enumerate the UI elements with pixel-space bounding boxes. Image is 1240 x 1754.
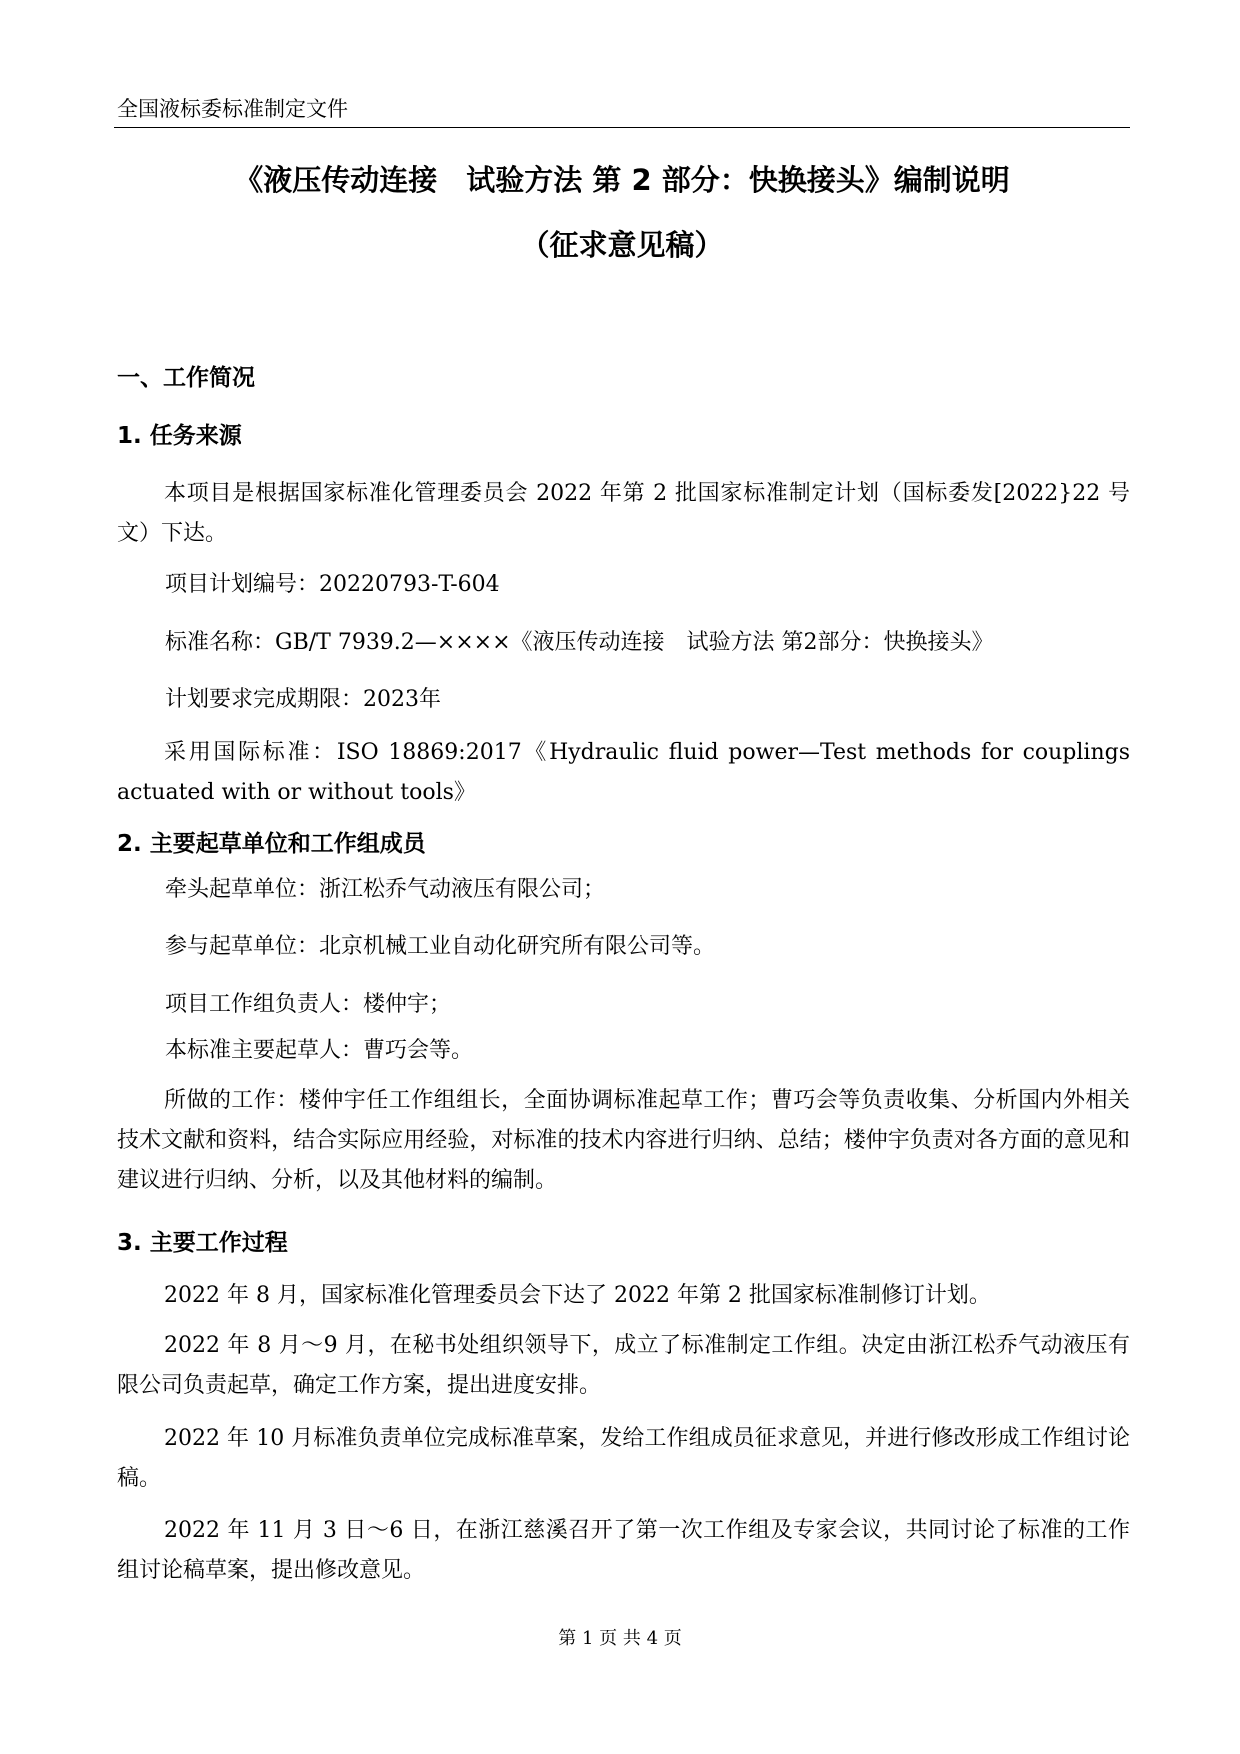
paragraph-process-3: 2022 年 10 月标准负责单位完成标准草案，发给工作组成员征求意见，并进行修改形成工作组讨论稿。 bbox=[117, 1426, 1130, 1491]
paragraph-process-2: 2022 年 8 月～9 月，在秘书处组织领导下，成立了标准制定工作组。决定由浙江松乔气动液压有限公司负责起草，确定工作方案，提出进度安排。 bbox=[117, 1333, 1130, 1398]
subsection-heading-task-source: 1. 任务来源 bbox=[117, 423, 242, 449]
paragraph-work-done: 所做的工作：楼仲宇任工作组组长，全面协调标准起草工作；曹巧会等负责收集、分析国内外相关技术文献和资料，结合实际应用经验，对标准的技术内容进行归纳、总结；楼仲宇负责对各方面的意见和建议进行归纳、分析，以及其他材料的编制。 bbox=[117, 1088, 1130, 1193]
header-divider bbox=[114, 127, 1130, 128]
document-subtitle: （征求意见稿） bbox=[520, 228, 724, 262]
subsection-heading-work-process: 3. 主要工作过程 bbox=[117, 1230, 288, 1256]
paragraph-task-source: 本项目是根据国家标准化管理委员会 2022 年第 2 批国家标准制定计划（国标委发[2022}22 号文）下达。 bbox=[117, 481, 1130, 546]
page-number-footer: 第 1 页 共 4 页 bbox=[558, 1628, 682, 1649]
main-drafter: 本标准主要起草人：曹巧会等。 bbox=[165, 1038, 474, 1063]
document-title: 《液压传动连接 试验方法 第 2 部分：快换接头》编制说明 bbox=[234, 163, 1010, 197]
participating-drafting-unit: 参与起草单位：北京机械工业自动化研究所有限公司等。 bbox=[165, 934, 716, 959]
plan-number: 项目计划编号：20220793-T-604 bbox=[165, 572, 500, 597]
paragraph-process-4: 2022 年 11 月 3 日～6 日，在浙江慈溪召开了第一次工作组及专家会议，共同讨论了标准的工作组讨论稿草案，提出修改意见。 bbox=[117, 1518, 1130, 1583]
running-header: 全国液标委标准制定文件 bbox=[117, 97, 348, 121]
lead-drafting-unit: 牵头起草单位：浙江松乔气动液压有限公司； bbox=[165, 877, 606, 902]
deadline: 计划要求完成期限：2023年 bbox=[165, 687, 441, 712]
paragraph-process-1: 2022 年 8 月，国家标准化管理委员会下达了 2022 年第 2 批国家标准制修订计划。 bbox=[164, 1283, 991, 1308]
group-leader: 项目工作组负责人：楼仲宇； bbox=[165, 992, 452, 1017]
section-heading-work-overview: 一、工作简况 bbox=[117, 365, 255, 391]
standard-name: 标准名称：GB/T 7939.2—××××《液压传动连接 试验方法 第2部分：快换接头》 bbox=[165, 630, 994, 655]
adopted-standard: 采用国际标准：ISO 18869:2017《Hydraulic fluid power—Test methods for couplings actuated with or without tools》 bbox=[117, 740, 1130, 805]
subsection-heading-drafting-units: 2. 主要起草单位和工作组成员 bbox=[117, 831, 426, 857]
